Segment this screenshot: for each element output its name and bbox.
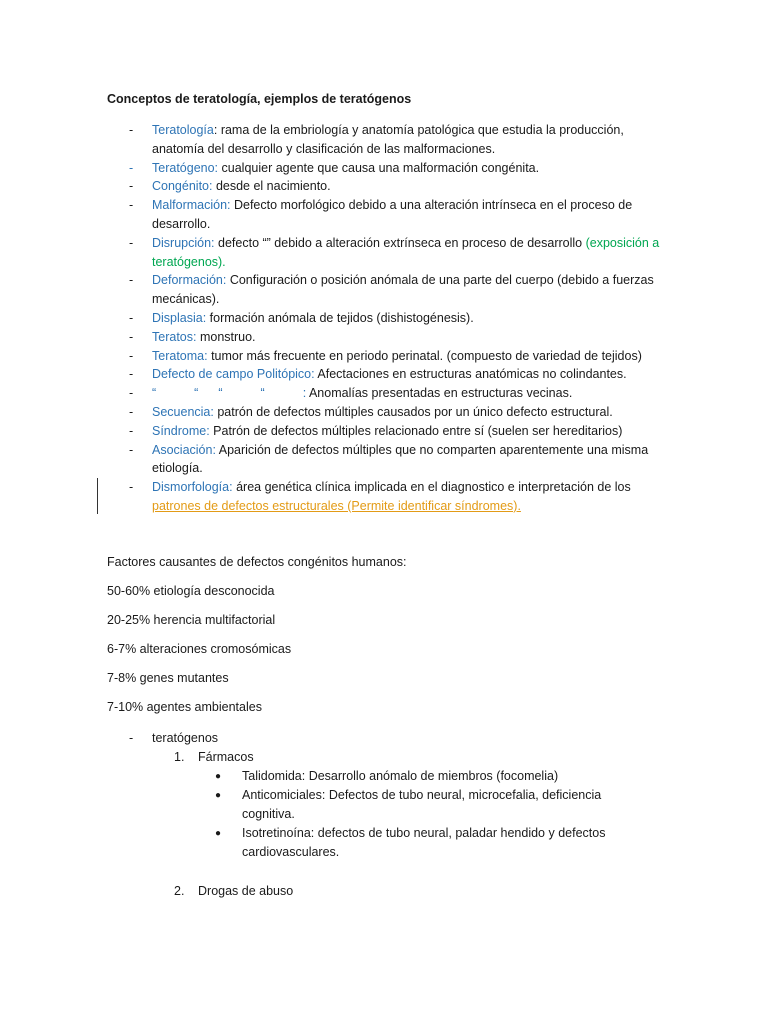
bullet-item: ● Isotretinoína: defectos de tubo neural, paladar hendido y defectos cardiovasculares. <box>107 824 667 862</box>
definition: tumor más frecuente en periodo perinatal. (compuesto de variedad de tejidos) <box>211 348 642 363</box>
term: Deformación: <box>152 273 227 288</box>
term: Disrupción: <box>152 235 215 250</box>
list-item: - Teratos: monstruo. <box>129 329 256 344</box>
bullet-icon: ● <box>215 790 222 801</box>
term: Secuencia: <box>152 404 214 419</box>
term: Síndrome: <box>152 423 210 438</box>
term: Teratología <box>152 123 214 137</box>
factor-item: 6-7% alteraciones cromosómicas <box>107 642 292 656</box>
term: Congénito: <box>152 179 213 194</box>
definition: Afectaciones en estructuras anatómicas no colindantes. <box>317 367 627 382</box>
factors-section <box>107 554 667 728</box>
definition: Configuración o posición anómala de una parte del cuerpo (debido a fuerzas mecánicas). <box>152 273 654 307</box>
numbered-item: 1. Fármacos <box>174 750 254 764</box>
term: Teratos: <box>152 329 197 344</box>
factor-item: 50-60% etiología desconocida <box>107 584 275 598</box>
document-title: Conceptos de teratología, ejemplos de teratógenos <box>107 92 412 106</box>
definition: defecto “” debido a alteración extrínseca en proceso de desarrollo <box>218 235 583 250</box>
definition: formación anómala de tejidos (dishistogénesis). <box>209 310 474 325</box>
list-item: - Teratógeno: cualquier agente que causa una malformación congénita. <box>129 160 540 175</box>
term: Asociación: <box>152 442 216 457</box>
definition: rama de la embriología y anatomía patológica que estudia la producción, anatomía del desarrollo y clasificación de las malformaciones. <box>152 123 624 156</box>
bullet-icon: ● <box>215 771 222 782</box>
bullet-item: ● Talidomida: Desarrollo anómalo de miembros (focomelia) <box>107 767 667 786</box>
list-item: - Teratología: rama de la embriología y anatomía patológica que estudia la producción, anatomía del desarrollo y clasificación de las malformaciones. <box>129 123 624 156</box>
list-item: - teratógenos <box>129 731 219 745</box>
teratogenos-list <box>107 729 667 901</box>
definition: Defecto morfológico debido a una alteración intrínseca en el proceso de desarrollo. <box>152 198 633 231</box>
definition: Aparición de defectos múltiples que no comparten aparentemente una misma etiología. <box>152 442 649 476</box>
list-item: - Disrupción: defecto “” debido a alteración extrínseca en proceso de desarrollo (exposición a teratógenos). <box>129 235 660 269</box>
list-item: - Defecto de campo Politópico: Afectaciones en estructuras anatómicas no colindantes. <box>129 367 627 382</box>
glossary-list <box>107 121 677 516</box>
term: Teratógeno: <box>152 160 219 175</box>
definition: desde el nacimiento. <box>215 179 331 194</box>
definition: Patrón de defectos múltiples relacionado entre sí (suelen ser hereditarios) <box>213 423 623 438</box>
term: Dismorfología: <box>152 480 233 495</box>
factor-item: 7-10% agentes ambientales <box>107 700 262 714</box>
list-item: - Displasia: formación anómala de tejidos (dishistogénesis). <box>129 310 474 325</box>
list-item: - “ “ “ “ : Anomalías presentadas en estructuras vecinas. <box>129 386 573 401</box>
definition: cualquier agente que causa una malformación congénita. <box>221 160 540 175</box>
highlighted-phrase: patrones de defectos estructurales (Permite identificar síndromes). <box>152 498 521 513</box>
bullet-icon: ● <box>215 828 222 839</box>
term: Defecto de campo Politópico: <box>152 367 315 382</box>
list-item: - Deformación: Configuración o posición anómala de una parte del cuerpo (debido a fuerzas mecánicas). <box>129 273 654 307</box>
definition: monstruo. <box>199 329 256 344</box>
definition: patrón de defectos múltiples causados por un único defecto estructural. <box>217 404 613 419</box>
definition: área genética clínica implicada en el diagnostico e interpretación de los <box>236 480 631 495</box>
term: Displasia: <box>152 310 207 325</box>
definition: Anomalías presentadas en estructuras vecinas. <box>308 386 573 401</box>
list-item: - Secuencia: patrón de defectos múltiples causados por un único defecto estructural. <box>129 404 613 419</box>
green-note: (exposición a teratógenos). <box>152 235 660 269</box>
list-item: - Asociación: Aparición de defectos múltiples que no comparten aparentemente una misma etiología. <box>129 442 649 476</box>
factor-item: 20-25% herencia multifactorial <box>107 613 276 627</box>
text-cursor-bar <box>97 478 98 514</box>
list-item: - Síndrome: Patrón de defectos múltiples relacionado entre sí (suelen ser hereditarios) <box>129 423 623 438</box>
factors-heading: Factores causantes de defectos congénitos humanos: <box>107 555 407 569</box>
bullet-item: ● Anticomiciales: Defectos de tubo neural, microcefalia, deficiencia cognitiva. <box>107 786 667 824</box>
term: Malformación: <box>152 198 231 213</box>
list-item: - Malformación: Defecto morfológico debido a una alteración intrínseca en el proceso de desarrollo. <box>129 198 633 231</box>
numbered-item: 2. Drogas de abuso <box>174 884 294 898</box>
term: Teratoma: <box>152 348 208 363</box>
factor-item: 7-8% genes mutantes <box>107 671 229 685</box>
list-item: - Teratoma: tumor más frecuente en periodo perinatal. (compuesto de variedad de tejidos) <box>129 348 642 363</box>
list-item: - Dismorfología: área genética clínica implicada en el diagnostico e interpretación de los patrones de defectos estructurales (Permite identificar síndromes). <box>129 480 631 513</box>
list-item: - Congénito: desde el nacimiento. <box>129 179 331 194</box>
